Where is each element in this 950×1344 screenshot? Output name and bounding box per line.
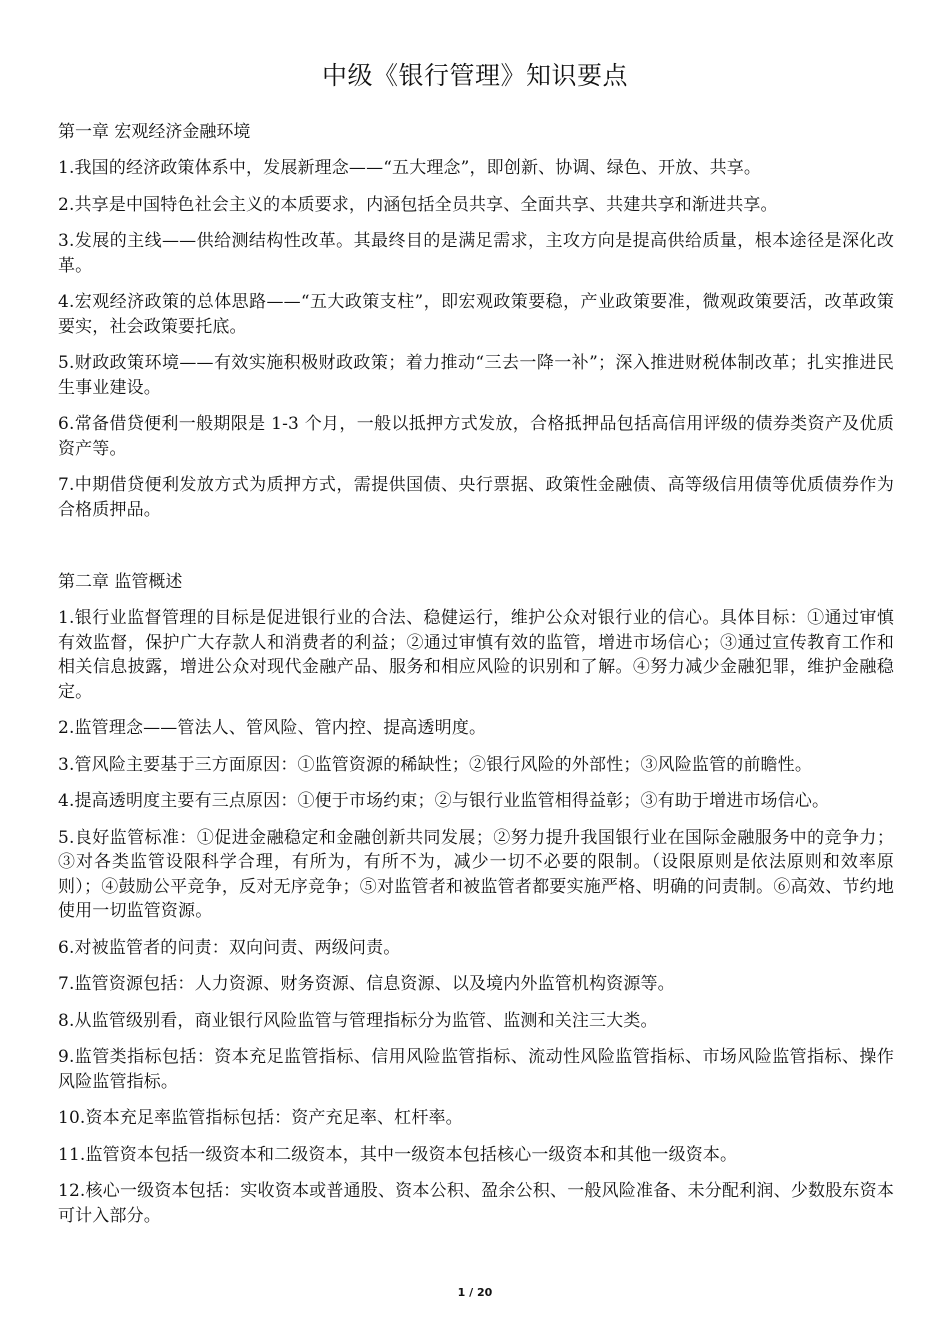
- chapter-1-item-6: 6.常备借贷便利一般期限是 1-3 个月，一般以抵押方式发放，合格抵押品包括高信用评级的债券类资产及优质资产等。: [58, 414, 894, 459]
- chapter-2-item-10: 10.资本充足率监管指标包括：资产充足率、杠杆率。: [58, 1108, 463, 1128]
- chapter-2-item-2: 2.监管理念——管法人、管风险、管内控、提高透明度。: [58, 718, 487, 738]
- chapter-2-item-12: 12.核心一级资本包括：实收资本或普通股、资本公积、盈余公积、一般风险准备、未分配利润、少数股东资本可计入部分。: [58, 1181, 894, 1226]
- page-number: 1 / 20: [457, 1286, 493, 1299]
- chapter-1-item-2: 2.共享是中国特色社会主义的本质要求，内涵包括全员共享、全面共享、共建共享和渐进共享。: [58, 194, 778, 215]
- chapter-2-item-1: 1.银行业监督管理的目标是促进银行业的合法、稳健运行，维护公众对银行业的信心。具体目标：①通过审慎有效监督，保护广大存款人和消费者的利益；②通过审慎有效的监管，增进市场信心；③通过宣传教育工作和相关信息披露，增进公众对现代金融产品、服务和相应风险的识别和了解。④努力减少金融犯罪，维护金融稳定。: [58, 608, 894, 702]
- document-title: 中级《银行管理》知识要点: [321, 61, 628, 90]
- chapter-2-item-9: 9.监管类指标包括：资本充足监管指标、信用风险监管指标、流动性风险监管指标、市场风险监管指标、操作风险监管指标。: [58, 1047, 894, 1092]
- document-body: [58, 120, 894, 1240]
- chapter-2-item-5: 5.良好监管标准：①促进金融稳定和金融创新共同发展；②努力提升我国银行业在国际金融服务中的竞争力；③对各类监管设限科学合理，有所为，有所不为，减少一切不必要的限制。（设限原则是依法原则和效率原则）；④鼓励公平竞争，反对无序竞争；⑤对监管者和被监管者都要实施严格、明确的问责制。⑥高效、节约地使用一切监管资源。: [58, 827, 894, 921]
- chapter-2-item-8: 8.从监管级别看，商业银行风险监管与管理指标分为监管、监测和关注三大类。: [58, 1010, 658, 1031]
- chapter-2-item-7: 7.监管资源包括：人力资源、财务资源、信息资源、以及境内外监管机构资源等。: [58, 974, 675, 994]
- chapter-1-item-5: 5.财政政策环境——有效实施积极财政政策；着力推动“三去一降一补”；深入推进财税体制改革；扎实推进民生事业建设。: [58, 353, 894, 398]
- chapter-2-item-4: 4.提高透明度主要有三点原因：①便于市场约束；②与银行业监管相得益彰；③有助于增进市场信心。: [58, 791, 830, 811]
- chapter-1-heading: 第一章 宏观经济金融环境: [58, 122, 251, 142]
- chapter-1-item-1: 1.我国的经济政策体系中，发展新理念——“五大理念”，即创新、协调、绿色、开放、共享。: [58, 158, 762, 178]
- chapter-2-item-6: 6.对被监管者的问责：双向问责、两级问责。: [58, 937, 401, 958]
- chapter-2-item-11: 11.监管资本包括一级资本和二级资本，其中一级资本包括核心一级资本和其他一级资本。: [58, 1144, 738, 1165]
- chapter-1-item-7: 7.中期借贷便利发放方式为质押方式，需提供国债、央行票据、政策性金融债、高等级信用债等优质债券作为合格质押品。: [58, 475, 894, 520]
- chapter-1-item-4: 4.宏观经济政策的总体思路——“五大政策支柱”，即宏观政策要稳，产业政策要准，微观政策要活，改革政策要实，社会政策要托底。: [58, 292, 894, 337]
- chapter-1-item-3: 3.发展的主线——供给测结构性改革。其最终目的是满足需求，主攻方向是提高供给质量，根本途径是深化改革。: [58, 231, 894, 276]
- chapter-2-item-3: 3.管风险主要基于三方面原因：①监管资源的稀缺性；②银行风险的外部性；③风险监管的前瞻性。: [58, 754, 812, 775]
- chapter-2-heading: 第二章 监管概述: [58, 572, 183, 592]
